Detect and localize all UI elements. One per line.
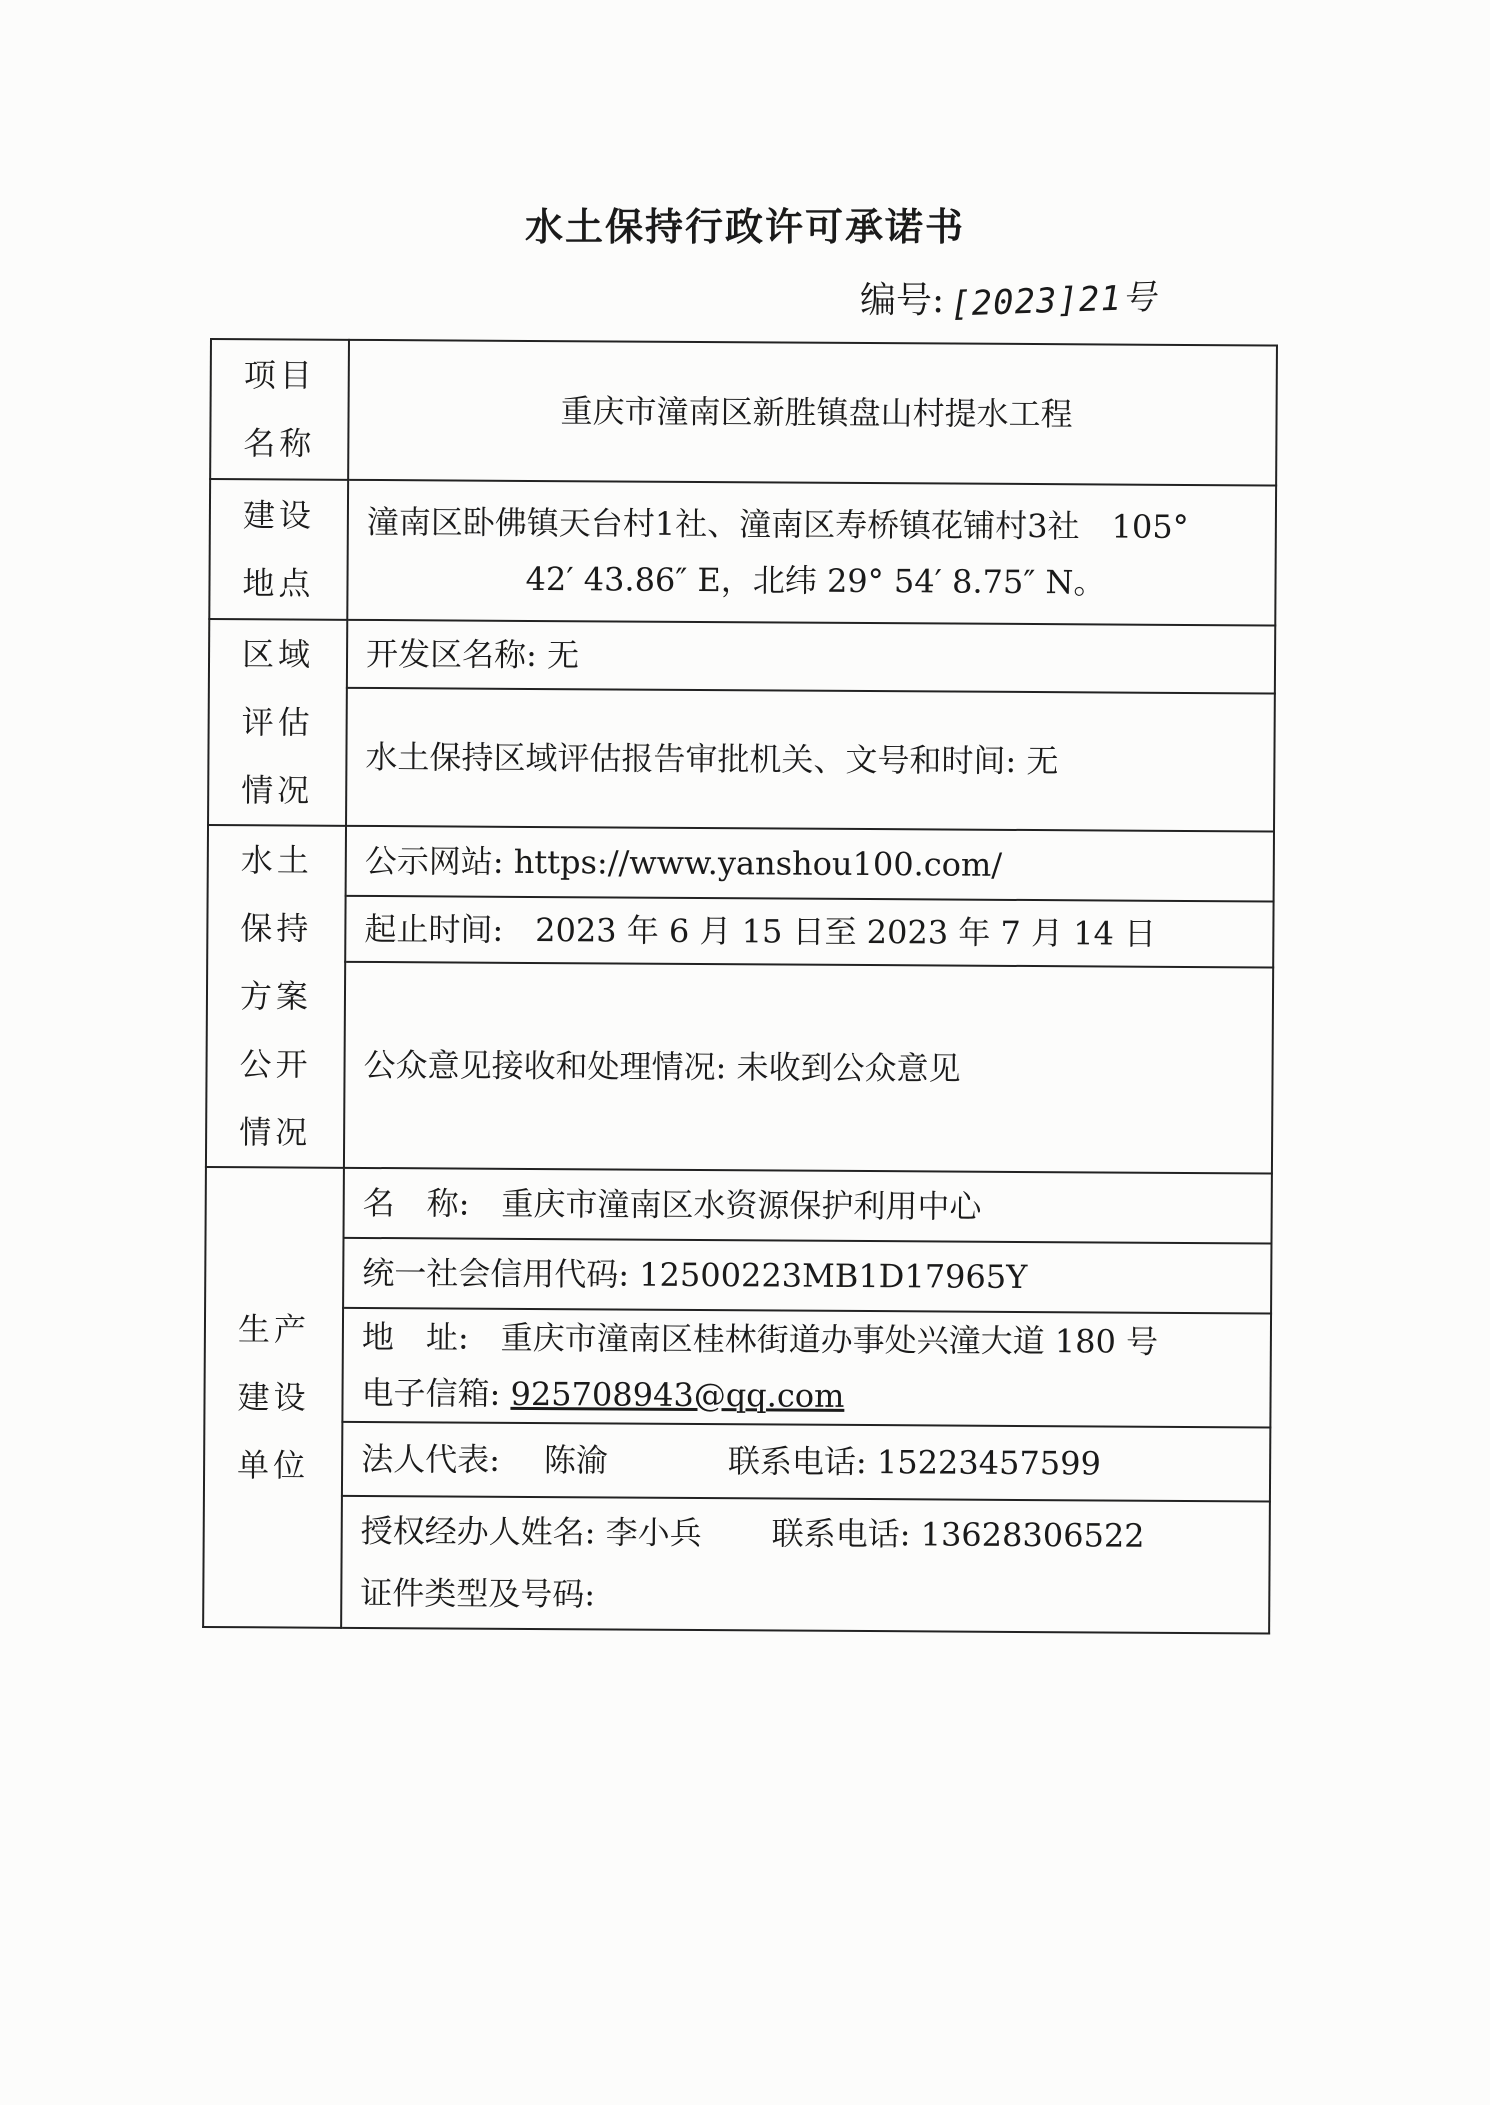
label-project-name: 项目 名称	[210, 339, 349, 480]
value-unit-name: 名 称: 重庆市潼南区水资源保护利用中心	[344, 1168, 1272, 1244]
email-line	[361, 1365, 1259, 1426]
id-type-label: 证件类型及号码:	[360, 1573, 596, 1614]
location-line-2: 42′ 43.86″ E，北纬 29° 54′ 8.75″ N。	[525, 559, 1106, 602]
label-unit: 生产 建设 单位	[203, 1167, 344, 1628]
row-legal-rep	[204, 1421, 1270, 1502]
row-dev-zone	[209, 619, 1275, 694]
row-address-email	[204, 1307, 1271, 1428]
value-address: 地 址: 重庆市潼南区桂林街道办事处兴潼大道 180 号	[361, 1317, 1159, 1361]
value-agent	[341, 1496, 1270, 1634]
legal-phone-label: 联系电话:	[727, 1442, 867, 1482]
permit-form-table	[202, 338, 1278, 1634]
agent-name: 李小兵	[605, 1513, 702, 1553]
row-assessment-approval	[208, 687, 1275, 832]
value-legal-rep	[342, 1422, 1270, 1502]
label-regional-assessment: 区域 评估 情况	[208, 619, 347, 826]
document-number	[860, 272, 1157, 323]
row-project-name	[210, 339, 1277, 486]
label-location: 建设 地点	[209, 479, 348, 620]
row-website	[208, 825, 1274, 902]
document-number-label: 编号:	[860, 280, 945, 321]
agent-phone-label: 联系电话:	[771, 1514, 911, 1554]
label-disclosure: 水土 保持 方案 公开 情况	[206, 825, 346, 1168]
legal-phone-value: 15223457599	[876, 1443, 1101, 1483]
value-credit-code: 统一社会信用代码: 12500223MB1D17965Y	[343, 1238, 1271, 1314]
value-dev-zone: 开发区名称: 无	[347, 620, 1275, 694]
email-value: 925708943@qq.com	[510, 1374, 845, 1415]
document-number-value: [2023]21号	[949, 277, 1158, 325]
value-address-email	[342, 1308, 1271, 1428]
agent-label: 授权经办人姓名:	[360, 1511, 596, 1552]
document-title: 水土保持行政许可承诺书	[524, 204, 965, 249]
row-location	[209, 479, 1276, 626]
value-location	[347, 480, 1276, 626]
agent-phone-value: 13628306522	[920, 1515, 1145, 1555]
row-feedback	[206, 961, 1273, 1174]
location-line-1: 潼南区卧佛镇天台村1社、潼南区寿桥镇花铺村3社 105°	[366, 502, 1189, 546]
row-agent	[203, 1495, 1270, 1634]
legal-rep-label: 法人代表:	[361, 1439, 501, 1479]
row-period	[207, 895, 1273, 967]
value-assessment-approval: 水土保持区域评估报告审批机关、文号和时间: 无	[346, 688, 1275, 832]
value-feedback: 公众意见接收和处理情况: 未收到公众意见	[344, 962, 1273, 1174]
row-unit-name	[206, 1167, 1272, 1244]
email-label: 电子信箱:	[361, 1373, 501, 1413]
value-website: 公示网站: https://www.yanshou100.com/	[346, 826, 1274, 902]
value-period: 起止时间: 2023 年 6 月 15 日至 2023 年 7 月 14 日	[345, 896, 1273, 968]
legal-rep-name: 陈渝	[543, 1441, 609, 1480]
value-project-name: 重庆市潼南区新胜镇盘山村提水工程	[348, 340, 1277, 486]
agent-line	[361, 1500, 1259, 1567]
row-credit-code	[205, 1237, 1271, 1314]
